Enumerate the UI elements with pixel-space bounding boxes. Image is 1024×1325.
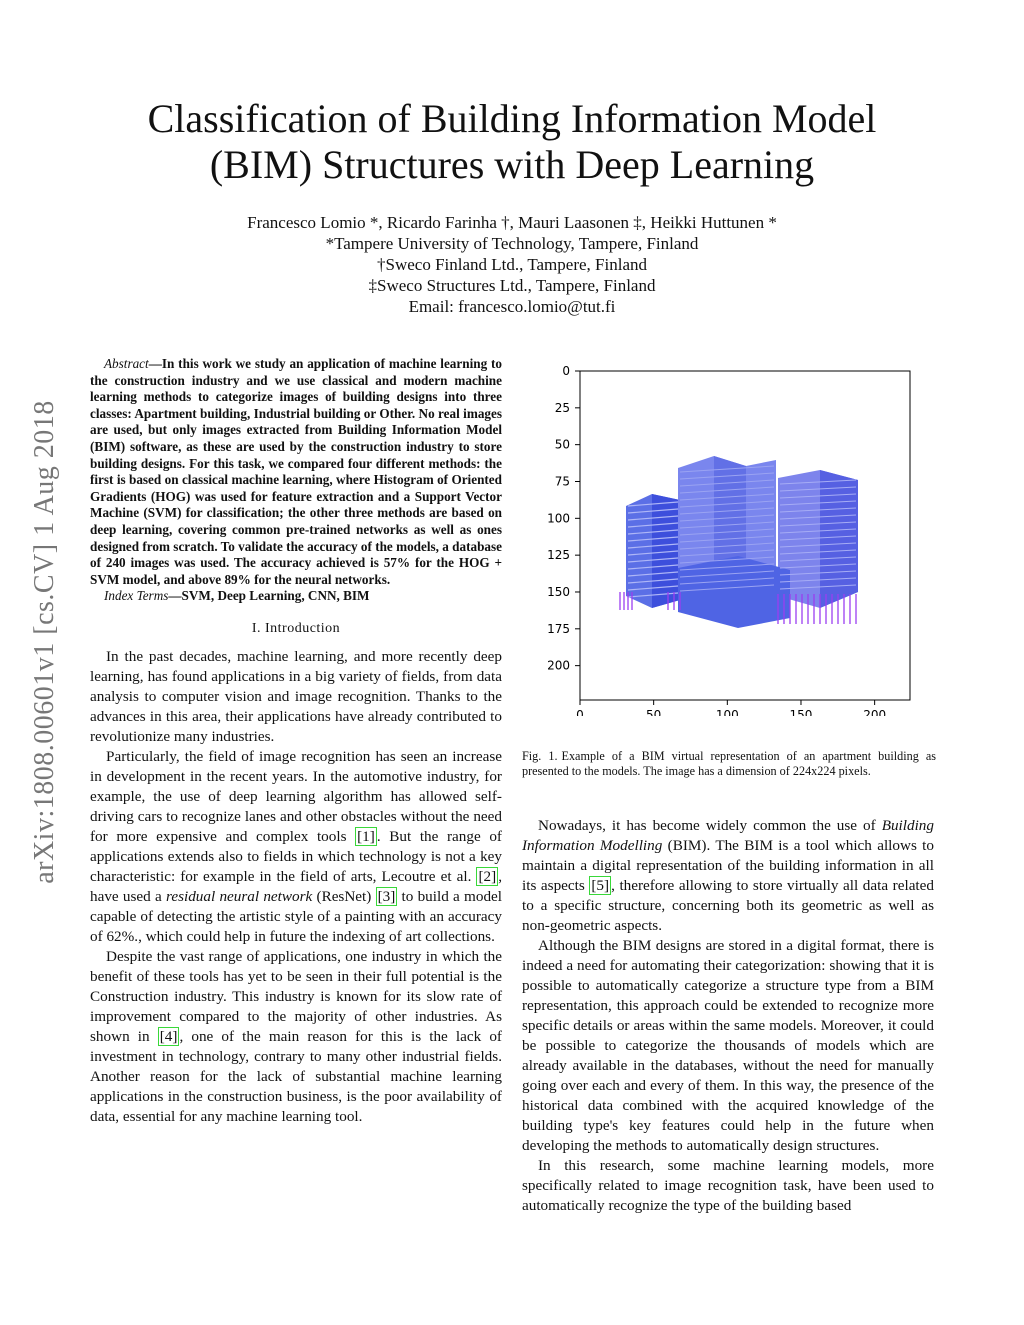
right-column [522,816,934,1216]
y-tick-label: 175 [547,621,570,636]
intro-p2-text-a: Particularly, the field of image recognition has seen an increase in development in the recent years. In the automotive industry, for example, the use of deep learning algorithm has allowed self-driving cars to recognize lanes and other obstacles without the need for more expensive and complex tools [90,747,502,845]
paper-title [100,96,924,188]
abstract [90,356,502,605]
x-tick-label: 200 [863,708,887,716]
x-tick-label: 100 [715,708,739,716]
y-tick-label: 0 [562,364,570,378]
title-line-1: Classification of Building Information Model [147,96,877,141]
y-tick-label: 50 [554,437,570,452]
index-terms [90,588,502,605]
intro-paragraph-1: In the past decades, machine learning, and more recently deep learning, has found applications in a big variety of fields, from data analysis to computer vision and image recognition. Thanks to the advances in this area, their applications have already contributed to revolutionize many industries. [90,647,502,745]
section-heading-introduction: I. Introduction [251,620,341,636]
title-line-2: (BIM) Structures with Deep Learning [209,142,815,187]
intro-p2-text-f: to build a model capable of detecting the artistic style of a painting with an accuracy of 62%., which could help in future the indexing of art collections. [90,887,502,945]
intro-p2-text-b: . But the range of applications extends also to fields in which technology is not a key characteristic: for example in the field of arts, Lecoutre et al. [90,827,502,885]
right-p1-text-a: Nowadays, it has become widely common the use of [538,817,882,834]
y-tick-label: 125 [547,548,570,563]
figure-1-caption [522,749,936,779]
right-p1-text-c: (BIM). The BIM is a tool which allows to maintain a digital representation of the building information in all its aspects [522,837,934,894]
intro-p2-text-e: (ResNet) [312,887,376,905]
citation-link-5[interactable]: [5] [591,877,610,894]
x-axis-ticks [576,700,886,716]
index-terms-label: Index Terms [104,588,169,604]
abstract-label: Abstract [104,356,149,371]
left-column [90,356,502,1127]
building-right-side [820,470,858,608]
abstract-body [90,356,502,588]
x-tick-label: 0 [576,708,584,716]
affiliation-3: ‡Sweco Structures Ltd., Tampere, Finland [368,276,656,295]
intro-p3-text-b: , one of the main reason for this is the lack of investment in technology, contrary to many other industrial fields. Another reason for the lack of substantial machine learning applications in the construction business, is the poor availability of data, essential for any machine learning tool. [90,1027,502,1125]
author-email: Email: francesco.lomio@tut.fi [408,297,616,316]
y-tick-label: 200 [547,658,570,673]
y-axis-ticks [547,364,580,673]
intro-paragraph-2 [90,747,502,947]
affiliation-2: †Sweco Finland Ltd., Tampere, Finland [377,255,647,274]
right-p1-italic: Building Information Modelling [522,817,934,854]
intro-p2-text-c: , have used a [90,867,502,905]
intro-paragraph-3 [90,947,502,1127]
intro-p3-text-a: Despite the vast range of applications, one industry in which the benefit of these tools has yet to be seen in their full potential is the Construction industry. This industry is known for its slow rate of improvement compared to the majority of other industries. As shown in [90,947,502,1045]
intro-p2-italic: residual neural network [165,887,313,905]
bim-image-plot [528,356,938,716]
right-p1-text-d: , therefore allowing to store virtually all data related to a specific structure, concerning both its geometric as well as non-geometric aspects. [522,877,934,934]
x-tick-label: 150 [789,708,813,716]
figure-1 [528,356,938,716]
right-paragraph-1 [522,816,934,936]
y-tick-label: 100 [547,511,570,526]
index-terms-text: —SVM, Deep Learning, CNN, BIM [168,588,370,604]
author-block [100,212,924,317]
arxiv-identifier: arXiv:1808.00601v1 [cs.CV] 1 Aug 2018 [29,400,60,884]
y-tick-label: 25 [554,400,570,415]
right-paragraph-3: In this research, some machine learning models, more specifically related to image recognition task, have been used to automatically recognize the type of the building based [522,1157,934,1214]
citation-link-4[interactable]: [4] [159,1027,178,1045]
affiliation-1: *Tampere University of Technology, Tampere, Finland [325,234,699,253]
citation-link-1[interactable]: [1] [357,827,375,845]
y-tick-label: 75 [554,474,570,489]
caption-label: Fig. 1. [522,749,558,763]
y-tick-label: 150 [547,584,570,599]
right-paragraph-2: Although the BIM designs are stored in a digital format, there is indeed a need for automating their categorization: showing that it is possible to automatically categorize a structure type from a BIM representation, this approach could be extended to recognize more specific details or areas within the same models. Moreover, it could be possible to categorize the thousands of models which are already available in the databases, without the need for manually going over each and every of them. In this way, the presence of the historical data combined with the acquired knowledge of the building type's key features could help in the future when developing the methods to automatically design structures. [522,937,934,1154]
citation-link-2[interactable]: [2] [478,867,497,885]
citation-link-3[interactable]: [3] [377,887,396,905]
caption-text: Example of a BIM virtual representation of an apartment building as presented to the models. The image has a dimension of 224x224 pixels. [522,749,936,778]
author-names: Francesco Lomio *, Ricardo Farinha †, Mauri Laasonen ‡, Heikki Huttunen * [247,213,777,232]
abstract-text: —In this work we study an application of machine learning to the construction industry and we use classical and modern machine learning methods to categorize images of building designs into three classes: Apartment building, Industrial building or Other. No real images are used, but only images extracted from Building Information Model (BIM) software, as these are used by the construction industry to store building designs. For this task, we compared four different methods: the first is based on classical machine learning, where Histogram of Oriented Gradients (HOG) was used for feature extraction and a Support Vector Machine (SVM) for classification; the other three methods are based on deep learning, covering common pre-trained networks as well as ones designed from scratch. To validate the accuracy of the models, a database of 240 images was used. The accuracy achieved is 57% for the HOG + SVM model, and above 89% for the neural networks. [90,356,502,587]
x-tick-label: 50 [646,708,662,716]
